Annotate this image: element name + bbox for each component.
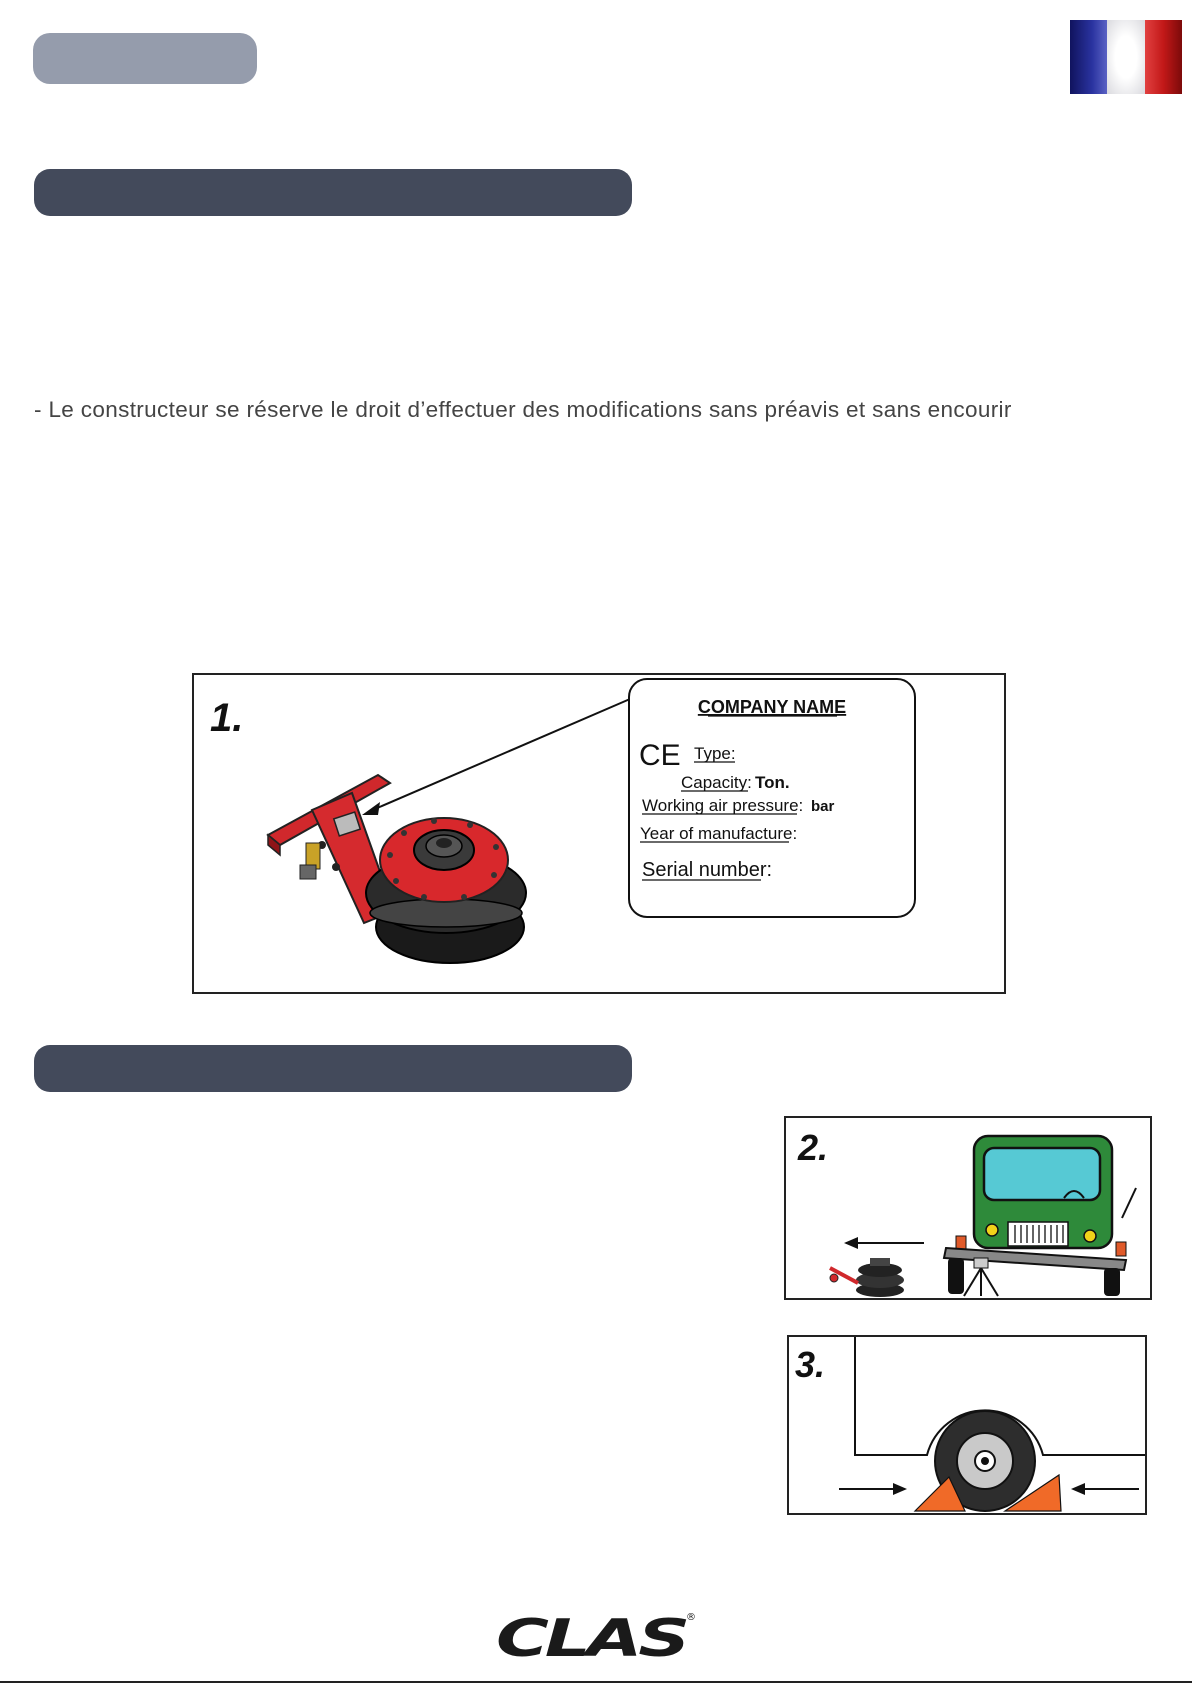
plate-type-label: Type: [694,744,736,763]
plate-capacity-unit: Ton. [755,773,790,792]
figure-3-number: 3. [795,1344,826,1385]
plate-company-name: COMPANY NAME [697,697,847,717]
figure-1-identification-plate [192,673,1006,994]
plate-pressure-label: Working air pressure: [642,796,804,815]
figure-2-positioning [784,1116,1152,1300]
plate-pressure-unit: bar [811,798,835,815]
truck-illustration [944,1136,1136,1296]
section-header-bar-1 [34,169,632,216]
clas-logo [494,1608,698,1664]
body-paragraph: - Le constructeur se réserve le droit d’effectuer des modifications sans préavis et sans encourir [34,397,1012,422]
chapter-tag [33,33,257,84]
plate-serial-label: Serial number: [642,859,773,881]
registered-mark: ® [686,1612,696,1623]
ce-mark-icon: CE [639,739,681,772]
small-jack-icon [830,1258,904,1297]
section-header-bar-2 [34,1045,632,1092]
french-flag-icon [1070,20,1182,94]
air-jack-illustration [268,775,526,963]
figure-3-wheel-chocks [787,1335,1147,1515]
figure-1-number: 1. [210,696,244,740]
footer-rule [0,1681,1192,1683]
plate-year-label: Year of manufacture: [640,824,798,843]
identification-plate [629,679,915,917]
figure-2-number: 2. [798,1127,829,1168]
logo-text: CLAS [496,1609,687,1664]
plate-capacity-label: Capacity: [681,773,752,792]
